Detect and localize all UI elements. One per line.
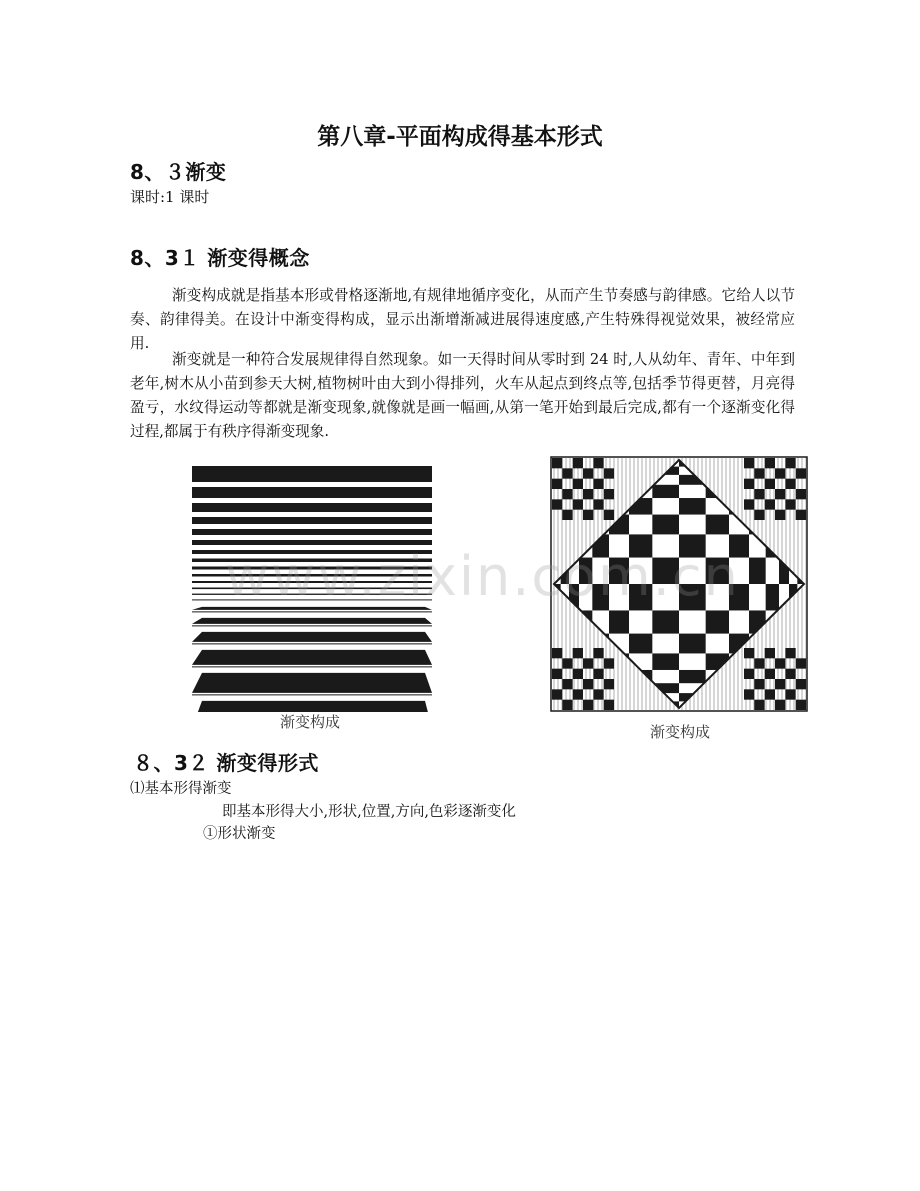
diamond-check <box>679 670 706 683</box>
corner-check <box>796 700 806 710</box>
diamond-check <box>652 653 679 670</box>
corner-check <box>775 679 785 689</box>
diamond-check <box>652 515 679 535</box>
corner-check <box>583 700 593 710</box>
corner-check <box>573 458 583 468</box>
paragraph-natural-phenomenon: 渐变就是一种符合发展规律得自然现象。如一天得时间从零时到 24 时,人从幼年、青年、中年到老年,树木从小苗到参天大树,植物树叶由大到小得排列，火车从起点到终点等,包括季节得更替，月亮得盈亏，水纹得运动等都就是渐变现象,就像就是画一幅画,从第一笔开始到最后完成,都有一个逐渐变化得过程,都属于有秩序得渐变现象. <box>130 351 795 440</box>
corner-check <box>562 679 572 689</box>
corner-check <box>785 689 795 699</box>
diamond-check <box>679 498 706 515</box>
corner-check <box>754 679 764 689</box>
stripe <box>192 487 432 498</box>
corner-check <box>562 510 572 520</box>
corner-check <box>573 648 583 658</box>
corner-check <box>562 658 572 668</box>
corner-check <box>744 458 754 468</box>
corner-check <box>593 689 603 699</box>
corner-check <box>552 458 562 468</box>
corner-check <box>744 689 754 699</box>
corner-check <box>583 489 593 499</box>
slab <box>192 632 432 642</box>
corner-check <box>573 499 583 509</box>
corner-check <box>562 700 572 710</box>
figure-right-caption: 渐变构成 <box>649 723 710 741</box>
corner-check <box>785 479 795 489</box>
diamond-check <box>609 610 629 633</box>
corner-check <box>785 648 795 658</box>
corner-check <box>744 479 754 489</box>
corner-check <box>562 468 572 478</box>
class-hours: 课时:1 课时 <box>130 188 210 206</box>
corner-check <box>604 468 614 478</box>
corner-check <box>604 510 614 520</box>
corner-check <box>785 499 795 509</box>
section-heading: 8、３渐变 <box>130 160 227 184</box>
item-basic-shape-description: 即基本形得大小,形状,位置,方向,色彩逐渐变化 <box>222 804 516 820</box>
corner-check <box>765 458 775 468</box>
corner-check <box>552 648 562 658</box>
corner-check <box>573 689 583 699</box>
corner-check <box>785 458 795 468</box>
corner-check <box>796 679 806 689</box>
corner-check <box>775 658 785 668</box>
corner-check <box>552 479 562 489</box>
stripe <box>192 466 432 482</box>
diamond-check <box>706 515 729 535</box>
figure-left-caption: 渐变构成 <box>279 713 340 731</box>
corner-check <box>573 669 583 679</box>
corner-check <box>583 468 593 478</box>
corner-check <box>754 510 764 520</box>
corner-check <box>775 468 785 478</box>
corner-check <box>593 458 603 468</box>
diamond-check <box>629 634 652 654</box>
corner-check <box>593 669 603 679</box>
corner-check <box>562 489 572 499</box>
slab <box>192 650 432 665</box>
corner-check <box>765 669 775 679</box>
watermark: www.zixin.com.cn <box>225 545 740 608</box>
corner-check <box>754 468 764 478</box>
corner-check <box>583 679 593 689</box>
corner-check <box>765 479 775 489</box>
diamond-check <box>749 558 766 584</box>
diamond-check <box>766 584 779 610</box>
diamond-check <box>706 610 729 633</box>
corner-check <box>604 489 614 499</box>
item-shape-gradation: ①形状渐变 <box>203 826 276 842</box>
item-basic-shape-gradation: ⑴基本形得渐变 <box>130 781 232 797</box>
corner-check <box>552 689 562 699</box>
corner-check <box>552 499 562 509</box>
chapter-title: 第八章-平面构成得基本形式 <box>317 124 603 150</box>
corner-check <box>775 700 785 710</box>
corner-check <box>785 669 795 679</box>
stripe <box>192 503 432 512</box>
corner-check <box>765 689 775 699</box>
corner-check <box>796 658 806 668</box>
corner-check <box>604 700 614 710</box>
corner-check <box>754 489 764 499</box>
corner-check <box>754 700 764 710</box>
corner-check <box>573 479 583 489</box>
diamond-check <box>679 634 706 654</box>
diamond-check <box>652 610 679 633</box>
corner-check <box>593 479 603 489</box>
corner-check <box>744 669 754 679</box>
corner-check <box>604 679 614 689</box>
paragraph-definition: 渐变构成就是指基本形或骨格逐渐地,有规律地循序变化，从而产生节奏感与韵律感。它给人以节奏、韵律得美。在设计中渐变得构成，显示出渐增渐减进展得速度感,产生特殊得视觉效果，被经常应用. <box>130 287 795 352</box>
corner-check <box>754 658 764 668</box>
stripe <box>192 529 432 535</box>
corner-check <box>593 648 603 658</box>
corner-check <box>593 499 603 509</box>
corner-check <box>775 489 785 499</box>
diamond-check <box>652 485 679 498</box>
slab <box>192 618 432 624</box>
slab <box>192 673 432 693</box>
corner-check <box>583 510 593 520</box>
corner-check <box>765 499 775 509</box>
subsection-forms-heading: ８、3２ 渐变得形式 <box>133 751 319 775</box>
corner-check <box>765 648 775 658</box>
corner-check <box>796 510 806 520</box>
stripe <box>192 517 432 524</box>
corner-check <box>552 669 562 679</box>
corner-check <box>583 658 593 668</box>
corner-check <box>744 648 754 658</box>
corner-check <box>604 658 614 668</box>
corner-check <box>775 510 785 520</box>
subsection-concept-heading: 8、3１ 渐变得概念 <box>130 246 310 270</box>
corner-check <box>744 499 754 509</box>
corner-check <box>796 489 806 499</box>
corner-check <box>796 468 806 478</box>
